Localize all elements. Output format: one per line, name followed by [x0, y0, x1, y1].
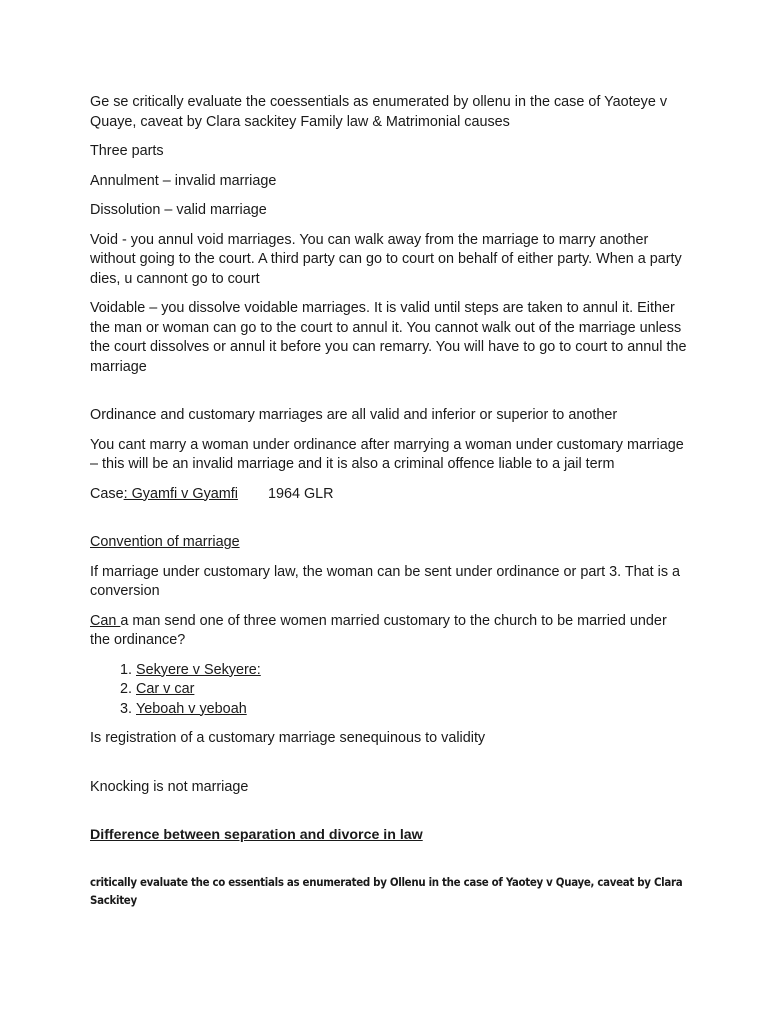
conversion-paragraph: If marriage under customary law, the woman can be sent under ordinance or part 3. That is a conversion [90, 563, 681, 599]
case-prefix: Case [90, 485, 124, 502]
can-rest: a man send one of three women married customary to the church to be married under the ordinance? [90, 612, 667, 648]
document-page [90, 93, 690, 919]
ordinance-paragraph: Ordinance and customary marriages are all valid and inferior or superior to another [90, 407, 618, 423]
can-question-paragraph [90, 612, 690, 651]
dissolution-line: Dissolution – valid marriage [90, 202, 267, 218]
registration-paragraph: Is registration of a customary marriage senequinous to validity [90, 730, 486, 746]
intro-paragraph: Ge se critically evaluate the coessentials as enumerated by ollenu in the case of Yaoteye v Quaye, caveat by Clara sackitey Family law & Matrimonial causes [90, 94, 668, 130]
case-name: : Gyamfi v Gyamfi [123, 485, 238, 502]
case-list [90, 661, 690, 720]
case-line [90, 485, 690, 505]
can-word: Can [90, 612, 121, 629]
voidable-paragraph: Voidable – you dissolve voidable marriages. It is valid until steps are taken to annul it. Either the man or woman can go to the court to annul it. You cannot walk out of the marriage unless the court dissolves or annul it before you can remarry. You will have to go to court to annul the marriage [90, 300, 687, 375]
void-paragraph: Void - you annul void marriages. You can walk away from the marriage to marry another without going to the court. A third party can go to court on behalf of either party. When a party dies, u cannont go to court [90, 231, 682, 287]
convention-heading: Convention of marriage [90, 534, 240, 550]
case-list-item: 1. Sekyere v Sekyere: [136, 661, 690, 681]
difference-heading: Difference between separation and divorce in law [90, 827, 423, 843]
case-list-item: 2. Car v car [136, 680, 690, 700]
three-parts-line: Three parts [90, 143, 164, 159]
knocking-paragraph: Knocking is not marriage [90, 778, 249, 795]
case-list-item: 3. Yeboah v yeboah [136, 700, 690, 720]
cant-marry-paragraph: You cant marry a woman under ordinance after marrying a woman under customary marriage – this will be an invalid marriage and it is also a criminal offence liable to a jail term [90, 436, 684, 472]
annulment-line: Annulment – invalid marriage [90, 172, 277, 189]
case-year: 1964 GLR [267, 485, 334, 502]
footer-note: critically evaluate the co essentials as enumerated by Ollenu in the case of Yaotey v Quaye, caveat by Clara Sackitey [90, 874, 683, 907]
